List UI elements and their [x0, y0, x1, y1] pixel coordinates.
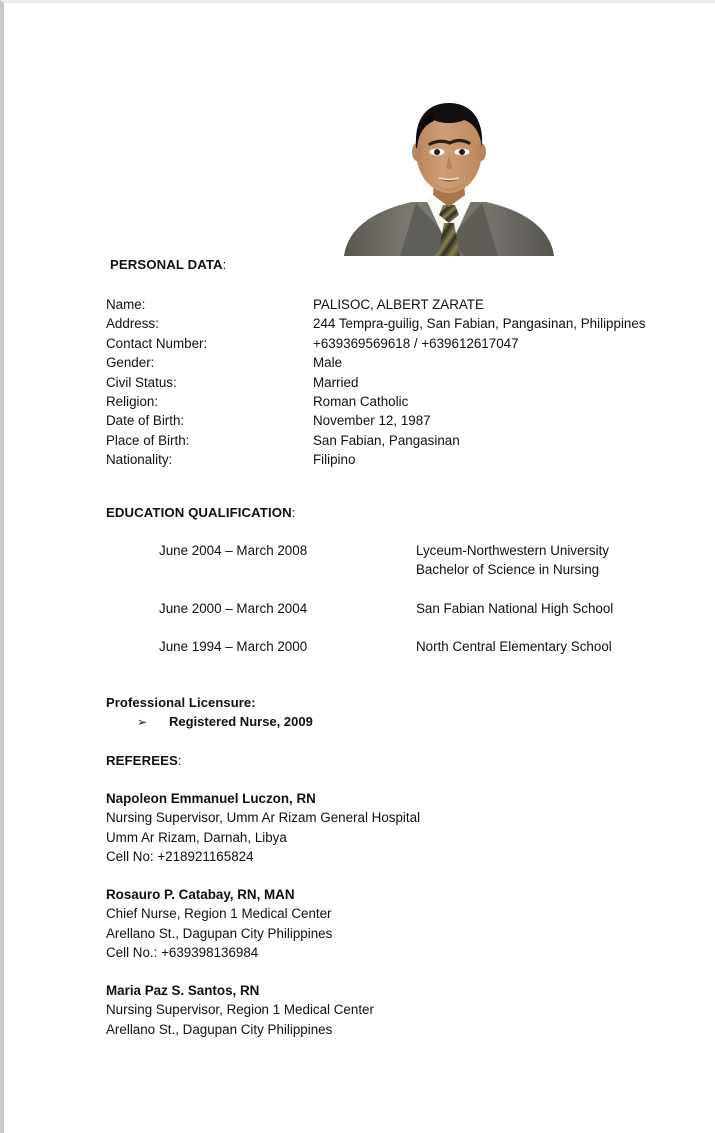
education-school-name-0: Lyceum-Northwestern University [416, 543, 609, 558]
personal-label-religion: Religion: [106, 394, 159, 410]
licensure-item-label: Registered Nurse, 2009 [169, 714, 313, 729]
personal-label-place-of-birth: Place of Birth: [106, 432, 190, 448]
personal-value-civil-status: Married [313, 374, 359, 390]
referee-phone-1: Cell No.: +639398136984 [106, 945, 259, 961]
education-school-1: San Fabian National High School [416, 600, 614, 616]
referees-heading-colon: : [177, 753, 182, 768]
referee-title-2: Nursing Supervisor, Region 1 Medical Center [106, 1002, 374, 1018]
referee-name-0: Napoleon Emmanuel Luczon, RN [106, 791, 316, 806]
table-row [106, 373, 646, 392]
referee-phone-0: Cell No: +218921165824 [106, 849, 254, 865]
education-heading [106, 505, 295, 520]
personal-value-name: PALISOC, ALBERT ZARATE [313, 297, 484, 312]
referee-title-1: Chief Nurse, Region 1 Medical Center [106, 906, 332, 922]
personal-label-gender: Gender: [106, 355, 155, 371]
education-degree-0: Bachelor of Science in Nursing [416, 562, 600, 578]
personal-label-name: Name: [106, 297, 146, 312]
referee-entry [106, 885, 332, 963]
personal-value-address: 244 Tempra-guilig, San Fabian, Pangasinan, Philippines [313, 316, 646, 332]
licensure-heading: Professional Licensure: [106, 695, 256, 710]
table-row [159, 599, 613, 637]
referee-address-1: Arellano St., Dagupan City Philippines [106, 925, 333, 941]
referees-heading-text: REFEREES [106, 753, 178, 768]
table-row [106, 314, 646, 333]
personal-value-date-of-birth: November 12, 1987 [313, 413, 431, 429]
referee-address-0: Umm Ar Rizam, Darnah, Libya [106, 829, 287, 845]
list-item [137, 714, 313, 729]
personal-value-place-of-birth: San Fabian, Pangasinan [313, 432, 460, 448]
table-row [159, 637, 613, 656]
applicant-photo [338, 89, 560, 256]
personal-data-heading [110, 257, 226, 272]
personal-value-gender: Male [313, 355, 343, 371]
referees-heading [106, 753, 182, 768]
personal-label-address: Address: [106, 316, 159, 332]
personal-label-date-of-birth: Date of Birth: [106, 413, 185, 429]
education-heading-colon: : [291, 505, 296, 520]
personal-value-religion: Roman Catholic [313, 394, 409, 410]
personal-value-contact-number: +639369569618 / +639612617047 [313, 335, 519, 351]
referee-name-1: Rosauro P. Catabay, RN, MAN [106, 887, 295, 902]
referee-entry [106, 789, 420, 867]
personal-data-heading-text: PERSONAL DATA [110, 257, 223, 272]
education-dates-1: June 2000 – March 2004 [159, 600, 308, 616]
table-row [106, 334, 646, 353]
referee-name-2: Maria Paz S. Santos, RN [106, 983, 260, 998]
referee-address-2: Arellano St., Dagupan City Philippines [106, 1021, 333, 1037]
personal-label-civil-status: Civil Status: [106, 374, 177, 390]
table-row [106, 392, 646, 411]
personal-label-nationality: Nationality: [106, 452, 173, 468]
personal-value-nationality: Filipino [313, 452, 356, 468]
arrow-bullet-icon: ➢ [137, 715, 148, 729]
education-school-0 [416, 541, 613, 599]
referee-entry [106, 981, 374, 1039]
table-row [159, 541, 613, 599]
table-row [106, 353, 646, 372]
referee-title-0: Nursing Supervisor, Umm Ar Rizam General Hospital [106, 810, 421, 826]
table-row [106, 450, 646, 469]
table-row [106, 411, 646, 430]
applicant-photo-image [338, 89, 560, 256]
personal-data-heading-colon: : [222, 257, 227, 272]
table-row [106, 295, 646, 314]
education-table [159, 541, 613, 657]
education-dates-0: June 2004 – March 2008 [159, 543, 308, 558]
personal-label-contact-number: Contact Number: [106, 335, 208, 351]
education-heading-text: EDUCATION QUALIFICATION [106, 505, 292, 520]
personal-data-table [106, 295, 646, 470]
table-row [106, 431, 646, 450]
education-dates-2: June 1994 – March 2000 [159, 639, 308, 655]
education-school-2: North Central Elementary School [416, 639, 612, 655]
